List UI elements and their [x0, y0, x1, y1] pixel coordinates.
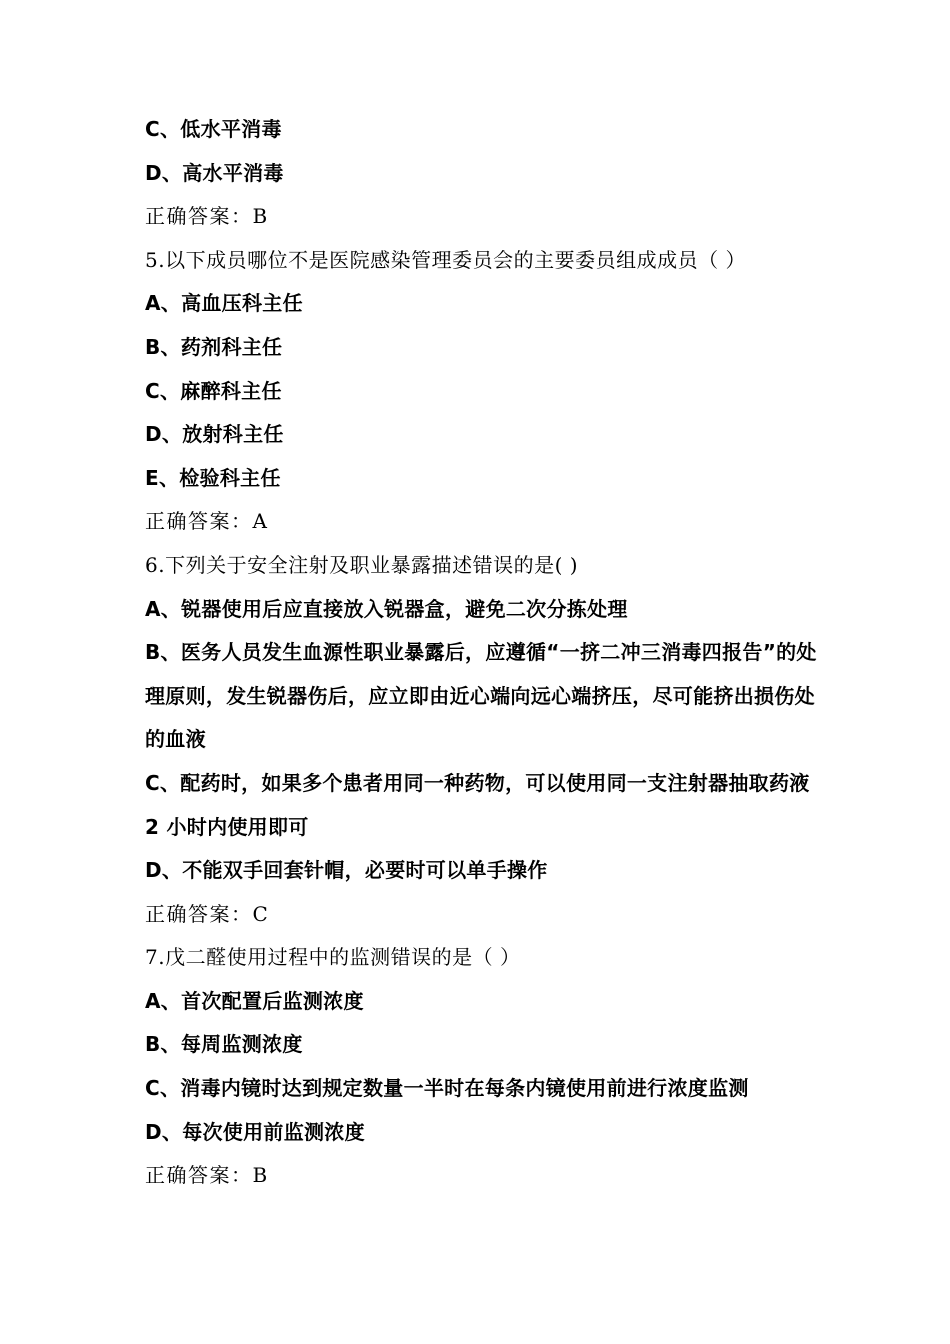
answer-line: 正确答案：B — [145, 1163, 269, 1188]
option-d: D、放射科主任 — [145, 422, 284, 447]
option-c: C、低水平消毒 — [145, 117, 282, 141]
option-a: A、锐器使用后应直接放入锐器盒，避免二次分拣处理 — [145, 596, 628, 621]
option-c: C、麻醉科主任 — [145, 378, 282, 403]
option-d: D、高水平消毒 — [145, 160, 284, 185]
option-b: B、医务人员发生血源性职业暴露后，应遵循“一挤二冲三消毒四报告”的处理原则，发生锐器伤后，应立即由近心端向远心端挤压，尽可能挤出损伤处的血液 — [145, 640, 817, 752]
option-b: B、每周监测浓度 — [145, 1032, 303, 1057]
question-6: 6.下列关于安全注射及职业暴露描述错误的是( ) — [145, 552, 579, 577]
option-d: D、每次使用前监测浓度 — [145, 1119, 365, 1144]
option-e: E、检验科主任 — [145, 465, 281, 490]
question-5: 5.以下成员哪位不是医院感染管理委员会的主要委员组成成员（ ） — [145, 247, 746, 272]
question-7: 7.戊二醛使用过程中的监测错误的是（ ） — [145, 945, 521, 970]
answer-line: 正确答案：B — [145, 204, 269, 229]
answer-line: 正确答案：A — [145, 509, 269, 534]
option-a: A、首次配置后监测浓度 — [145, 988, 364, 1013]
document-page — [145, 108, 825, 1198]
option-c: C、消毒内镜时达到规定数量一半时在每条内镜使用前进行浓度监测 — [145, 1076, 749, 1101]
answer-line: 正确答案：C — [145, 901, 270, 926]
option-b: B、药剂科主任 — [145, 334, 283, 359]
option-d: D、不能双手回套针帽，必要时可以单手操作 — [145, 858, 548, 883]
option-c: C、配药时，如果多个患者用同一种药物，可以使用同一支注射器抽取药液 2 小时内使用即可 — [145, 770, 810, 839]
option-a: A、高血压科主任 — [145, 291, 303, 316]
